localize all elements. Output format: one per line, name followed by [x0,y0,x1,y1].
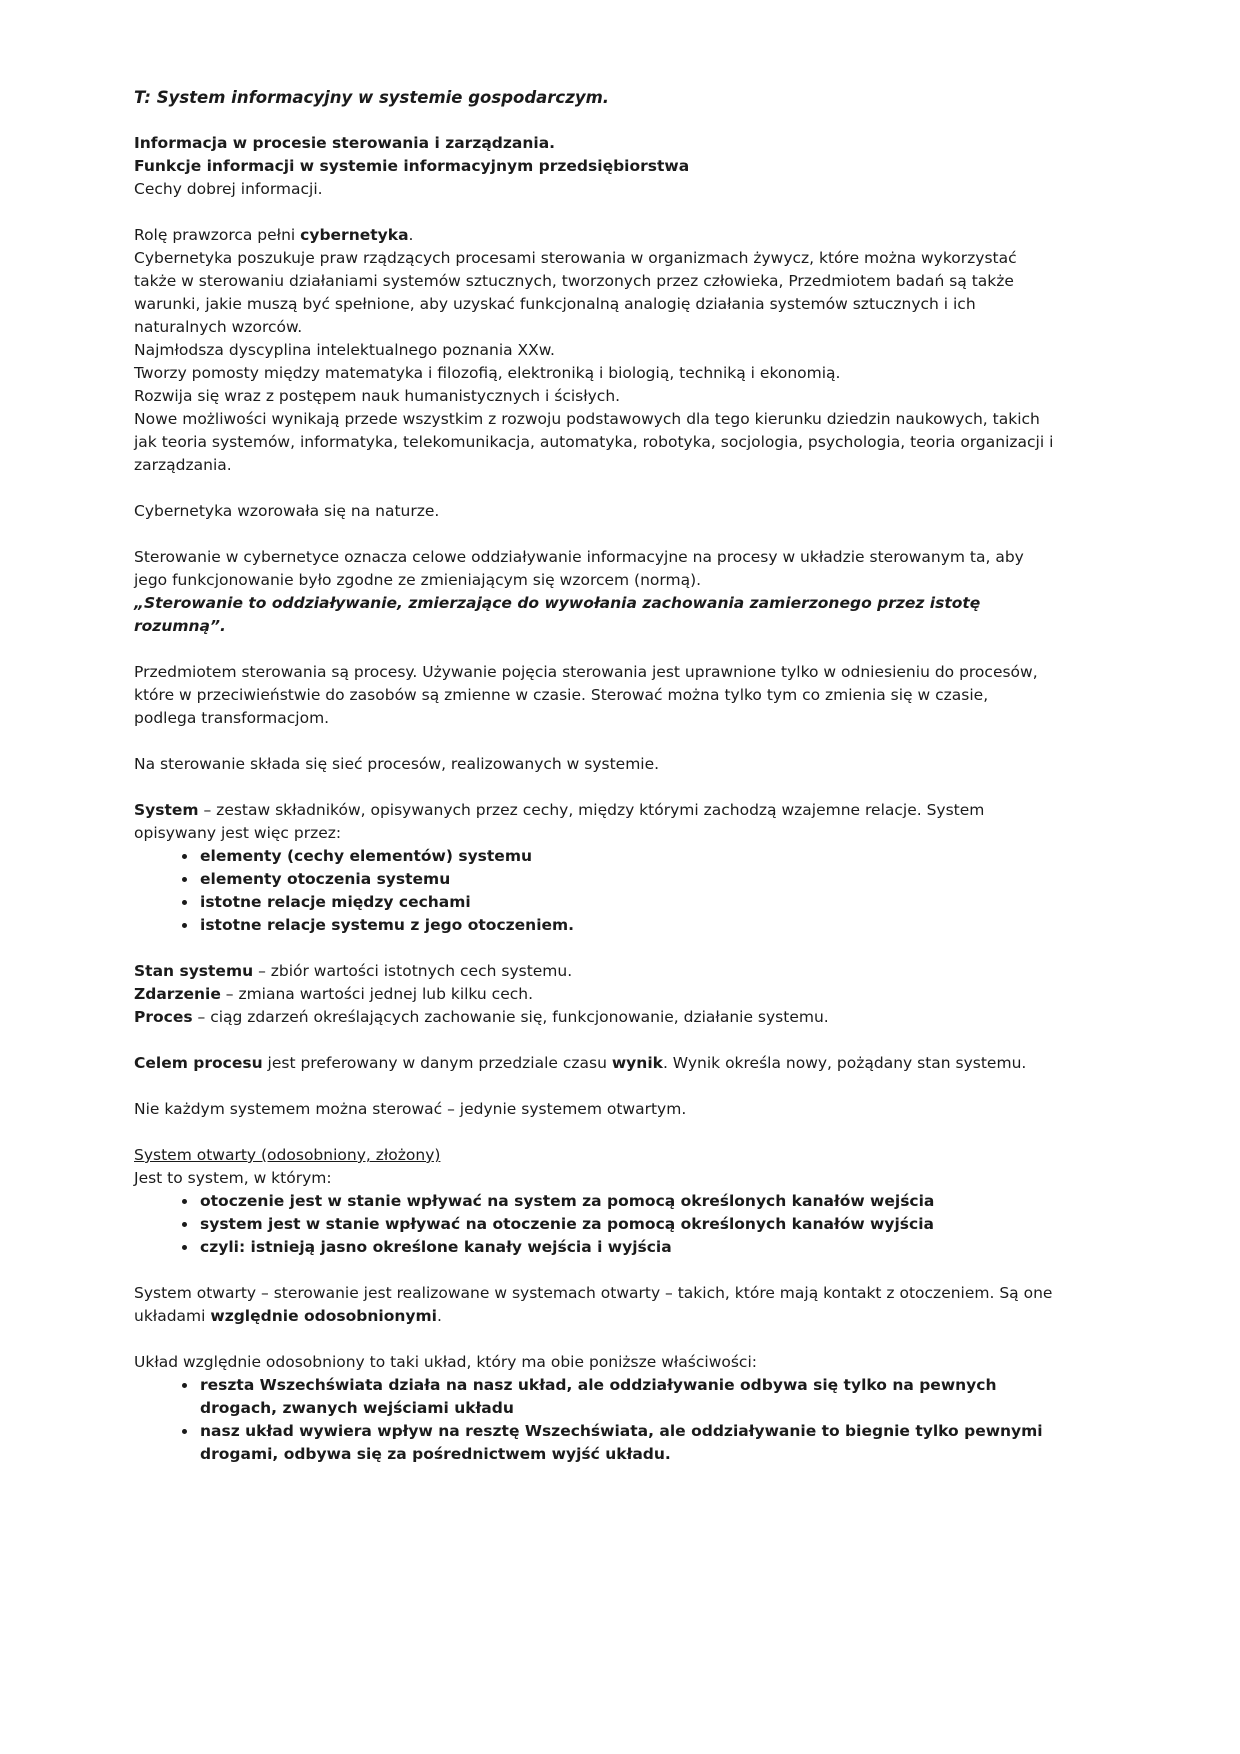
text-run-bold: Zdarzenie [134,985,221,1003]
list-item: • istotne relacje systemu z jego otoczeniem. [198,914,1054,937]
paragraph-cybernetyka-3: Tworzy pomosty między matematyka i filozofią, elektroniką i biologią, techniką i ekonomią. [134,364,841,382]
paragraph-system-otwarty-intro: Jest to system, w którym: [134,1169,332,1187]
text-run: . [436,1307,442,1325]
definition-stan [134,960,1054,983]
list-item: • nasz układ wywiera wpływ na resztę Wszechświata, ale oddziaływanie to biegnie tylko pewnymi drogami, odbywa się za pośrednictwem wyjść układu. [198,1420,1054,1466]
paragraph-sterowanie: Sterowanie w cybernetyce oznacza celowe oddziaływanie informacyjne na procesy w układzie sterowanym ta, aby jego funkcjonowanie było zgodne ze zmieniającym się wzorcem (normą). [134,548,1024,589]
list-item: • czyli: istnieją jasno określone kanały wejścia i wyjścia [198,1236,1054,1259]
text-run: Rolę prawzorca pełni [134,226,301,244]
list-item: • otoczenie jest w stanie wpływać na system za pomocą określonych kanałów wejścia [198,1190,1054,1213]
list-item: • istotne relacje między cechami [198,891,1054,914]
text-run: . Wynik określa nowy, pożądany stan systemu. [662,1054,1027,1072]
paragraph-uklad-intro: Układ względnie odosobniony to taki układ, który ma obie poniższe właściwości: [134,1353,757,1371]
paragraph-system-definicja [134,799,1054,845]
paragraph-nie-kazdym: Nie każdym systemem można sterować – jedynie systemem otwartym. [134,1100,687,1118]
text-run: – zbiór wartości istotnych cech systemu. [253,962,573,980]
paragraph-cybernetyka-2: Najmłodsza dyscyplina intelektualnego poznania XXw. [134,341,555,359]
text-run-bold: Celem procesu [134,1054,263,1072]
text-run-bold: System [134,801,199,819]
intro-line-3: Cechy dobrej informacji. [134,180,323,198]
text-run-bold: Stan systemu [134,962,254,980]
list-item: • system jest w stanie wpływać na otoczenie za pomocą określonych kanałów wyjścia [198,1213,1054,1236]
bullet-list-system [134,845,1054,937]
paragraph-role [134,224,1054,247]
bullet-list-system-otwarty [134,1190,1054,1259]
paragraph-system-otwarty-2 [134,1282,1058,1328]
text-run-bold: Proces [134,1008,193,1026]
paragraph-przedmiot: Przedmiotem sterowania są procesy. Używanie pojęcia sterowania jest uprawnione tylko w odniesieniu do procesów, które w przeciwieństwie do zasobów są zmienne w czasie. Sterować można tylko tym co zmienia się w czasie, podlega transformacjom. [134,663,1038,727]
paragraph-cybernetyka-1: Cybernetyka poszukuje praw rządzących procesami sterowania w organizmach żywycz, które można wykorzystać także w sterowaniu działaniami systemów sztucznych, tworzonych przez człowieka, Przedmiotem badań są także warunki, jakie muszą być spełnione, aby uzyskać funkcjonalną analogię działania systemów sztucznych i ich naturalnych wzorców. [134,249,1017,336]
paragraph-siec: Na sterowanie składa się sieć procesów, realizowanych w systemie. [134,755,660,773]
text-run-bold: względnie odosobnionymi [210,1307,437,1325]
list-item: • elementy (cechy elementów) systemu [198,845,1054,868]
bullet-list-uklad [134,1374,1054,1466]
paragraph-natura: Cybernetyka wzorowała się na naturze. [134,502,440,520]
text-run: System otwarty – sterowanie jest realizowane w systemach otwarty – takich, które mają kontakt z otoczeniem. Są one układami [134,1284,1058,1325]
list-item: • elementy otoczenia systemu [198,868,1054,891]
document-title: T: System informacyjny w systemie gospodarczym. [134,88,610,107]
text-run-bold: cybernetyka [300,226,409,244]
text-run-bold: wynik [611,1054,663,1072]
text-run: – zmiana wartości jednej lub kilku cech. [220,985,534,1003]
list-item: • reszta Wszechświata działa na nasz układ, ale oddziaływanie odbywa się tylko na pewnych drogach, zwanych wejściami układu [198,1374,1054,1420]
text-run: . [408,226,414,244]
text-run: – ciąg zdarzeń określających zachowanie się, funkcjonowanie, działanie systemu. [192,1008,829,1026]
text-run: – zestaw składników, opisywanych przez cechy, między którymi zachodzą wzajemne relacje. System opisywany jest więc przez: [134,801,990,842]
paragraph-cybernetyka-5: Nowe możliwości wynikają przede wszystkim z rozwoju podstawowych dla tego kierunku dziedzin naukowych, takich jak teoria systemów, informatyka, telekomunikacja, automatyka, robotyka, socjologia, psychologia, teoria organizacji i zarządzania. [134,410,1054,474]
intro-line-1: Informacja w procesie sterowania i zarządzania. [134,134,556,152]
definition-zdarzenie [134,983,1054,1006]
intro-line-2: Funkcje informacji w systemie informacyjnym przedsiębiorstwa [134,157,690,175]
heading-system-otwarty: System otwarty (odosobniony, złożony) [134,1146,441,1164]
text-run: jest preferowany w danym przedziale czasu [262,1054,612,1072]
quote-sterowanie: „Sterowanie to oddziaływanie, zmierzające do wywołania zachowania zamierzonego przez istotę rozumną”. [134,594,981,635]
paragraph-cybernetyka-4: Rozwija się wraz z postępem nauk humanistycznych i ścisłych. [134,387,621,405]
definition-proces [134,1006,1054,1029]
paragraph-celem-procesu [134,1052,1054,1075]
